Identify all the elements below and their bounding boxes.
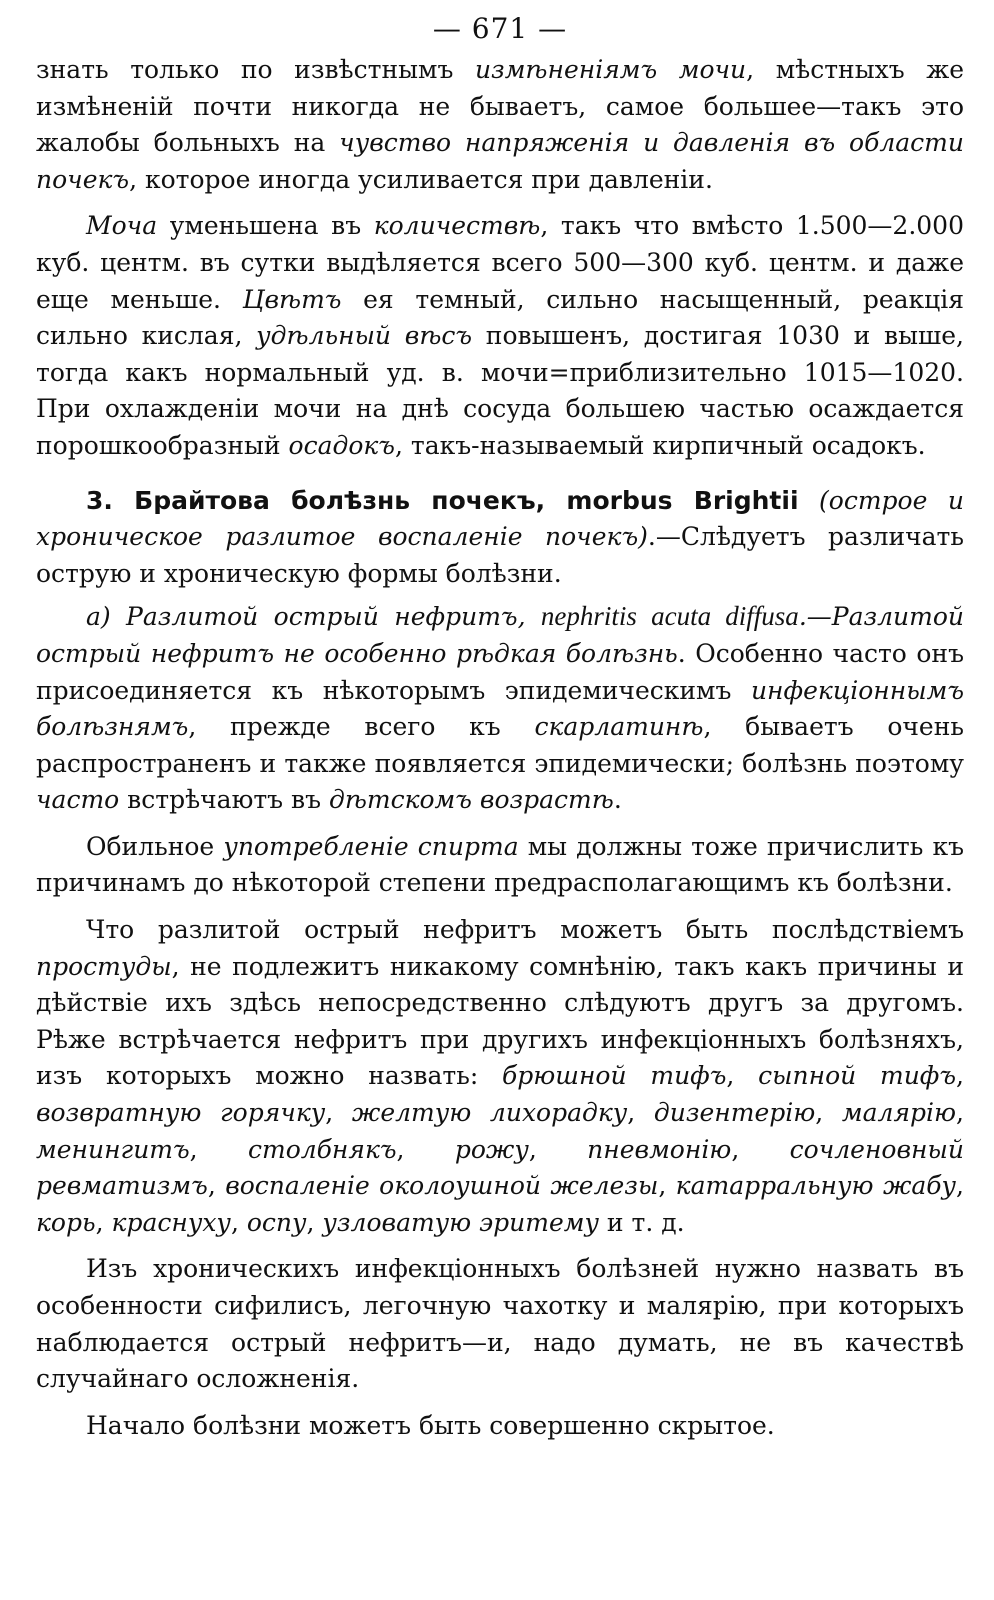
paragraph-alcohol: Обильное употребленіе спирта мы должны тоже причислить къ причинамъ до нѣкоторой степени предрасполагающимъ къ болѣзни. (36, 831, 964, 898)
page-number: — 671 — (432, 12, 568, 45)
section-title-latin: morbus Brightii (566, 485, 799, 515)
paragraph-chronic-infections: Изъ хроническихъ инфекціонныхъ болѣзней нужно назвать въ особенности сифилисъ, легочную чахотку и малярію, при которыхъ наблюдается острый нефритъ—и, надо думать, не въ качествѣ случайнаго осложненія. (36, 1254, 964, 1394)
paragraph-urine-changes: знать только по извѣстнымъ измѣненіямъ мочи, мѣстныхъ же измѣненій почти никогда не бываетъ, самое большее—такъ это жалобы больныхъ на чувство напряженія и давленія въ области почекъ, которое иногда усиливается при давленіи. (36, 55, 965, 194)
body-text (36, 52, 964, 1444)
section-title: 3. Брайтова болѣзнь почекъ, (86, 485, 567, 515)
paragraph-acute-nephritis: а) Разлитой острый нефритъ, nephritis acuta diffusa.—Разлитой острый нефритъ не особенно рѣдкая болѣзнь. Особенно часто онъ присоединяется къ нѣкоторымъ эпидемическимъ инфекціоннымъ болѣзнямъ, прежде всего къ скарлатинѣ, бываетъ очень распространенъ и также появляется эпидемически; болѣзнь поэтому часто встрѣчаютъ въ дѣтскомъ возрастѣ. (36, 601, 964, 815)
section-heading-brights-disease: 3. Брайтова болѣзнь почекъ, morbus Brightii (острое и хроническое разлитое воспаленіе почекъ).—Слѣдуетъ различать острую и хроническую формы болѣзни. (36, 485, 964, 588)
paragraph-onset: Начало болѣзни можетъ быть совершенно скрытое. (86, 1410, 775, 1440)
paragraph-urine-quantity: Моча уменьшена въ количествѣ, такъ что вмѣсто 1.500—2.000 куб. центм. въ сутки выдѣляется всего 500—300 куб. центм. и даже еще меньше. Цвѣтъ ея темный, сильно насыщенный, реакція сильно кислая, удѣльный вѣсъ повышенъ, достигая 1030 и выше, тогда какъ нормальный уд. в. мочи=приблизительно 1015—1020. При охлажденіи мочи на днѣ сосуда большею частью осаждается порошкообразный осадокъ, такъ-называемый кирпичный осадокъ. (36, 211, 964, 460)
paragraph-causes: Что разлитой острый нефритъ можетъ быть послѣдствіемъ простуды, не подлежитъ никакому сомнѣнію, такъ какъ причины и дѣйствіе ихъ здѣсь непосредственно слѣдуютъ другъ за другомъ. Рѣже встрѣчается нефритъ при другихъ инфекціонныхъ болѣзняхъ, изъ которыхъ можно назвать: брюшной тифъ, сыпной тифъ, возвратную горячку, желтую лихорадку, дизентерію, малярію, менингитъ, столбнякъ, рожу, пневмонію, сочленовный ревматизмъ, воспаленіе околоушной железы, катарральную жабу, корь, краснуху, оспу, узловатую эритему и т. д. (36, 915, 964, 1237)
